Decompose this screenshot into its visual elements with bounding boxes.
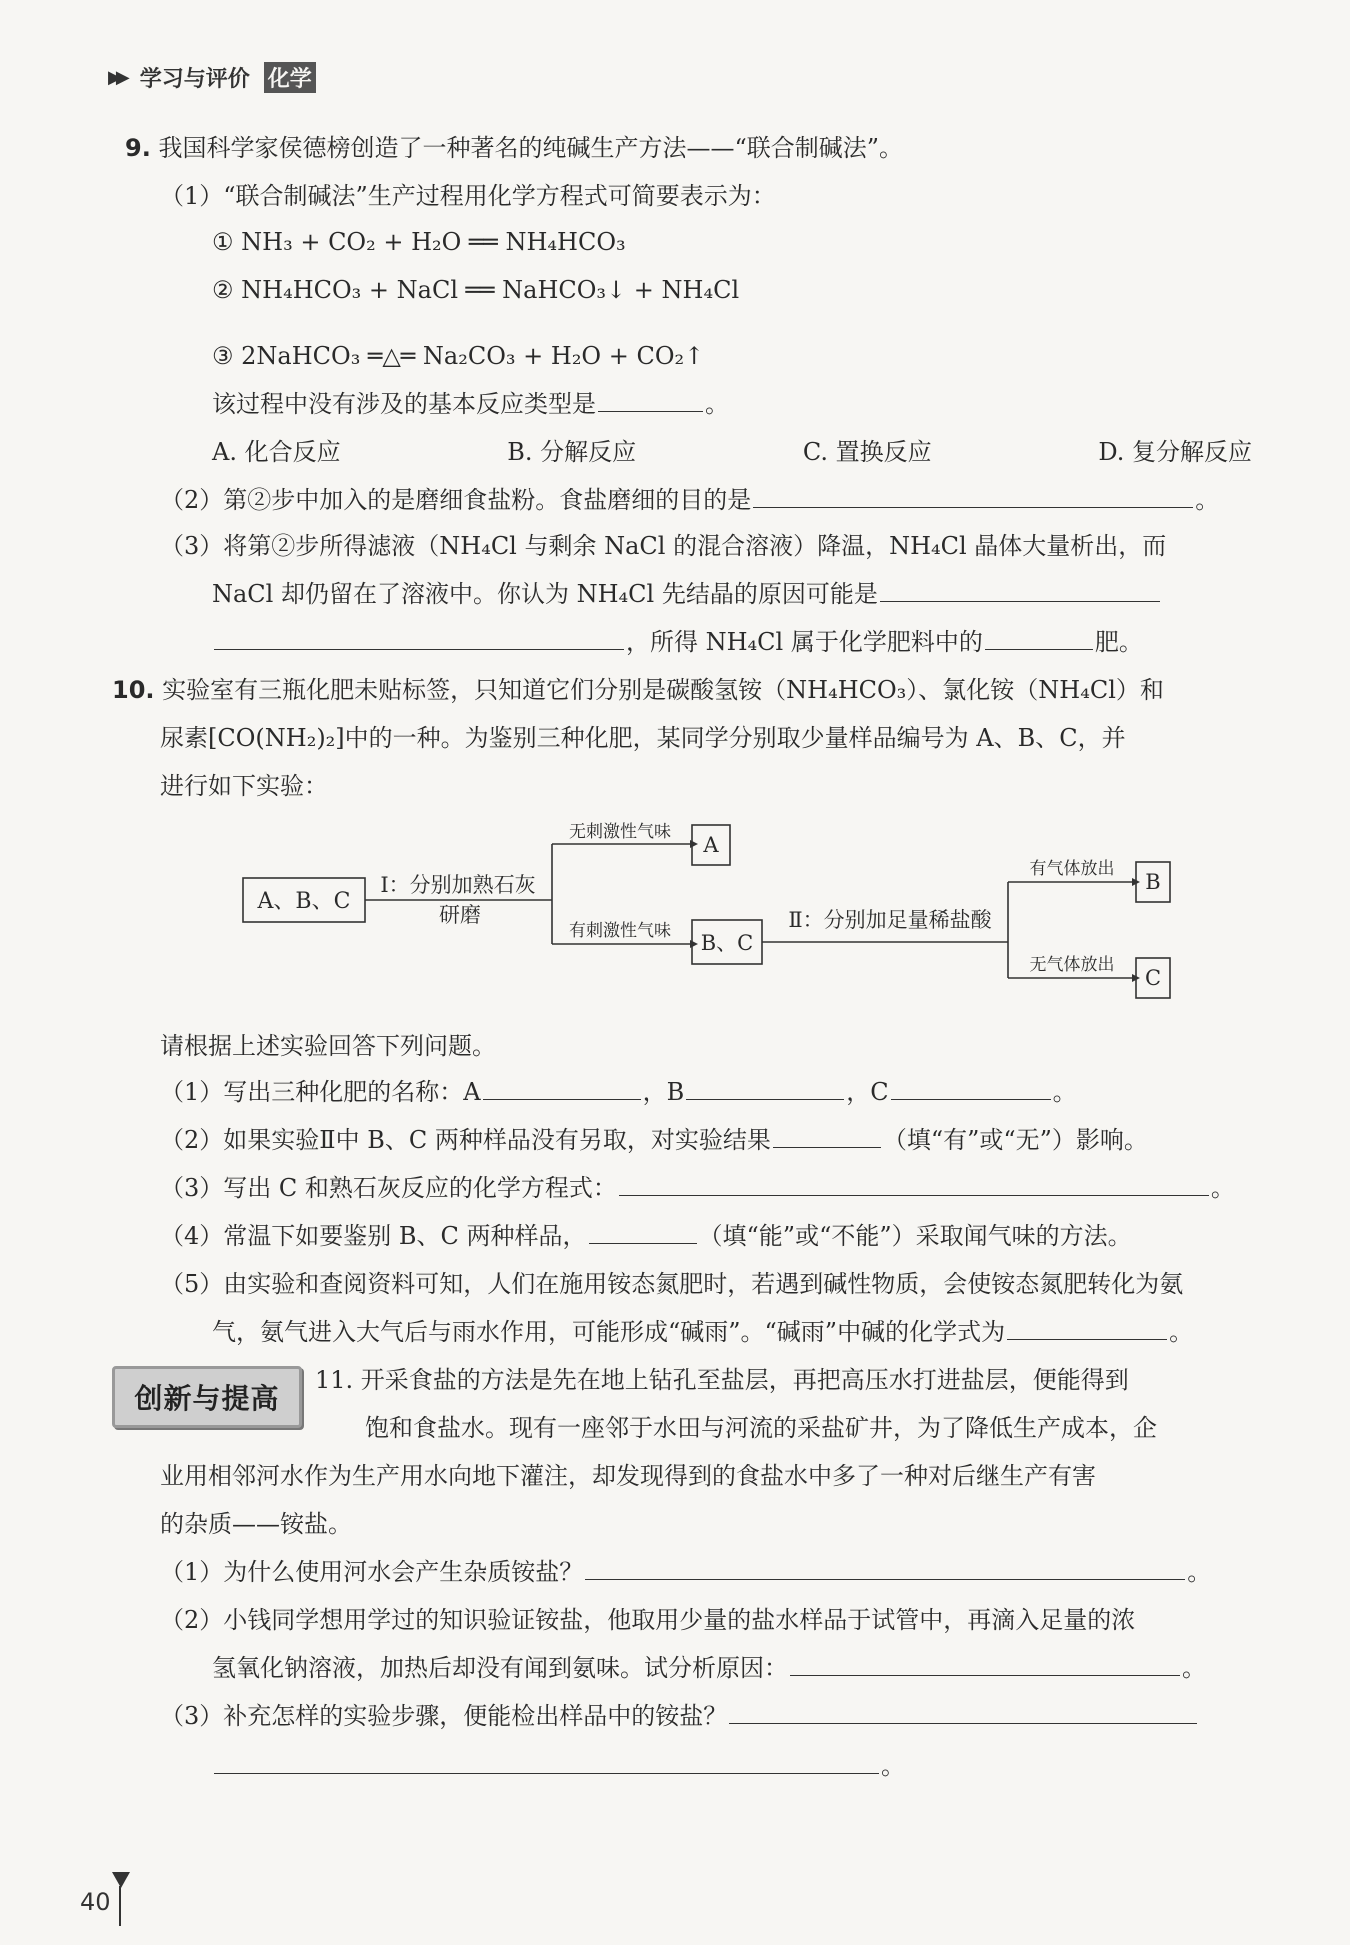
- q9-options: [212, 428, 1252, 476]
- period: 。: [1187, 1558, 1212, 1586]
- step1-sublabel: 研磨: [439, 903, 481, 927]
- q11-p2-line2: [212, 1644, 1206, 1692]
- answer-blank[interactable]: [753, 477, 1193, 508]
- q11-p1-text: （1）为什么使用河水会产生杂质铵盐？: [160, 1558, 584, 1586]
- q9-equation-2: ② NH₄HCO₃ + NaCl ══ NaHCO₃↓ + NH₄Cl: [212, 276, 740, 304]
- q10-p4: [160, 1212, 1132, 1260]
- q9-p2: [160, 476, 1219, 524]
- book-title: 学习与评价: [139, 67, 250, 92]
- q9-equation-3: ③ 2NaHCO₃ ═△═ Na₂CO₃ + H₂O + CO₂↑: [212, 342, 705, 370]
- q11-stem-line4: 的杂质——铵盐。: [160, 1510, 352, 1538]
- q9-stem-text: 我国科学家侯德榜创造了一种著名的纯碱生产方法——“联合制碱法”。: [158, 134, 904, 162]
- branch-smell-label: 有刺激性气味: [569, 921, 671, 941]
- answer-blank[interactable]: [891, 1069, 1051, 1100]
- q10-p2: [160, 1116, 1148, 1164]
- answer-blank[interactable]: [729, 1693, 1197, 1724]
- answer-blank[interactable]: [214, 619, 624, 650]
- subject-tag: 化学: [264, 62, 316, 93]
- answer-blank[interactable]: [1007, 1309, 1167, 1340]
- q10-p5-line2-text: 气，氨气进入大气后与雨水作用，可能形成“碱雨”。“碱雨”中碱的化学式为: [212, 1318, 1006, 1346]
- q10-p4-b: （填“能”或“不能”）采取闻气味的方法。: [698, 1222, 1132, 1250]
- q10-p2-a: （2）如果实验Ⅱ中 B、C 两种样品没有另取，对实验结果: [160, 1126, 771, 1154]
- page-header: [108, 62, 316, 93]
- box-b-label: B: [1145, 870, 1161, 894]
- q10-stem-line1: [112, 666, 1164, 714]
- answer-blank[interactable]: [589, 1213, 697, 1244]
- page-marker-line: [119, 1886, 121, 1926]
- answer-blank[interactable]: [483, 1069, 641, 1100]
- section-badge: 创新与提高: [112, 1366, 302, 1428]
- q10-stem1-text: 实验室有三瓶化肥未贴标签，只知道它们分别是碳酸氢铵（NH₄HCO₃）、氯化铵（NH₄Cl）和: [162, 676, 1164, 704]
- answer-blank[interactable]: [585, 1549, 1185, 1580]
- period: 。: [705, 390, 729, 418]
- period: 。: [1169, 1318, 1194, 1346]
- q9-number: 9.: [125, 134, 151, 162]
- option-d[interactable]: D. 复分解反应: [1098, 438, 1252, 466]
- q10-number: 10.: [112, 676, 155, 704]
- q11-p3: [160, 1692, 1199, 1740]
- q9-p1-question: [212, 380, 729, 428]
- q10-p4-a: （4）常温下如要鉴别 B、C 两种样品，: [160, 1222, 587, 1250]
- start-label: A、B、C: [257, 889, 351, 914]
- q10-stem-line3: 进行如下实验：: [160, 772, 328, 800]
- q9-p3-line3-text: ，所得 NH₄Cl 属于化学肥料中的: [626, 628, 983, 656]
- q11-p3-text: （3）补充怎样的实验步骤，便能检出样品中的铵盐？: [160, 1702, 728, 1730]
- q10-p1-b: ，B: [642, 1078, 685, 1106]
- page-number: 40: [80, 1888, 111, 1916]
- q10-p1: [160, 1068, 1077, 1116]
- q11-stem-line2: 饱和食盐水。现有一座邻于水田与河流的采盐矿井，为了降低生产成本，企: [365, 1414, 1157, 1442]
- q10-p5-line2: [212, 1308, 1193, 1356]
- answer-blank[interactable]: [686, 1069, 844, 1100]
- q9-p3-line2: [212, 570, 1162, 618]
- q11-stem-line1: 11. 开采食盐的方法是先在地上钻孔至盐层，再把高压水打进盐层，便能得到: [315, 1366, 1129, 1394]
- q10-p2-b: （填“有”或“无”）影响。: [882, 1126, 1148, 1154]
- q10-intro: 请根据上述实验回答下列问题。: [160, 1032, 496, 1060]
- answer-blank[interactable]: [214, 1743, 879, 1774]
- q11-p3-line2: [212, 1742, 905, 1790]
- arrow-icon: [690, 840, 698, 848]
- q11-p2-line1: （2）小钱同学想用学过的知识验证铵盐，他取用少量的盐水样品于试管中，再滴入足量的浓: [160, 1606, 1136, 1634]
- step2-label: Ⅱ：分别加足量稀盐酸: [788, 908, 992, 932]
- box-bc-label: B、C: [700, 931, 754, 955]
- arrow-icon: [690, 940, 698, 948]
- q9-p2-text: （2）第②步中加入的是磨细食盐粉。食盐磨细的目的是: [160, 486, 752, 514]
- answer-blank[interactable]: [880, 571, 1160, 602]
- double-arrow-icon: ▶▶: [108, 67, 124, 88]
- q10-p5-line1: （5）由实验和查阅资料可知，人们在施用铵态氮肥时，若遇到碱性物质，会使铵态氮肥转化为氨: [160, 1270, 1184, 1298]
- answer-blank[interactable]: [773, 1117, 881, 1148]
- option-c[interactable]: C. 置换反应: [802, 438, 932, 466]
- page-marker-icon: [112, 1872, 130, 1888]
- option-b[interactable]: B. 分解反应: [507, 438, 637, 466]
- q9-p3-line3-end: 肥。: [1094, 628, 1143, 656]
- period: 。: [1182, 1654, 1206, 1682]
- q10-p1-c: ，C: [846, 1078, 889, 1106]
- step1-label: Ⅰ：分别加熟石灰: [380, 873, 536, 897]
- period: 。: [1195, 486, 1220, 514]
- q10-p3-text: （3）写出 C 和熟石灰反应的化学方程式：: [160, 1174, 617, 1202]
- q9-p3-line2-text: NaCl 却仍留在了溶液中。你认为 NH₄Cl 先结晶的原因可能是: [212, 580, 878, 608]
- period: 。: [881, 1752, 905, 1780]
- answer-blank[interactable]: [790, 1645, 1180, 1676]
- q11-p1: [160, 1548, 1211, 1596]
- q10-p3: [160, 1164, 1235, 1212]
- q9-stem: [125, 124, 903, 172]
- q10-p1-a: （1）写出三种化肥的名称：A: [160, 1078, 481, 1106]
- q9-p1-intro: （1）“联合制碱法”生产过程用化学方程式可简要表示为：: [160, 182, 776, 210]
- q11-p2-line2-text: 氢氧化钠溶液，加热后却没有闻到氨味。试分析原因：: [212, 1654, 788, 1682]
- q10-stem-line2: 尿素[CO(NH₂)₂]中的一种。为鉴别三种化肥，某同学分别取少量样品编号为 A、B、C，并: [160, 724, 1126, 752]
- q11-stem-line3: 业用相邻河水作为生产用水向地下灌注，却发现得到的食盐水中多了一种对后继生产有害: [160, 1462, 1096, 1490]
- period: 。: [1210, 1174, 1235, 1202]
- branch-no-smell-label: 无刺激性气味: [569, 822, 671, 842]
- experiment-flowchart: [200, 800, 1190, 1010]
- q9-p1-question-text: 该过程中没有涉及的基本反应类型是: [212, 390, 596, 418]
- box-a-label: A: [703, 833, 719, 857]
- q9-p3-line3: [212, 618, 1143, 666]
- branch-gas-label: 有气体放出: [1029, 859, 1115, 879]
- answer-blank[interactable]: [619, 1165, 1209, 1196]
- box-c-label: C: [1144, 966, 1162, 990]
- option-a[interactable]: A. 化合反应: [212, 438, 341, 466]
- branch-no-gas-label: 无气体放出: [1029, 955, 1115, 975]
- period: 。: [1052, 1078, 1077, 1106]
- q9-equation-1: ① NH₃ + CO₂ + H₂O ══ NH₄HCO₃: [212, 228, 626, 256]
- answer-blank[interactable]: [598, 381, 703, 412]
- q9-p3-line1: （3）将第②步所得滤液（NH₄Cl 与剩余 NaCl 的混合溶液）降温，NH₄Cl 晶体大量析出，而: [160, 532, 1167, 560]
- answer-blank[interactable]: [985, 619, 1093, 650]
